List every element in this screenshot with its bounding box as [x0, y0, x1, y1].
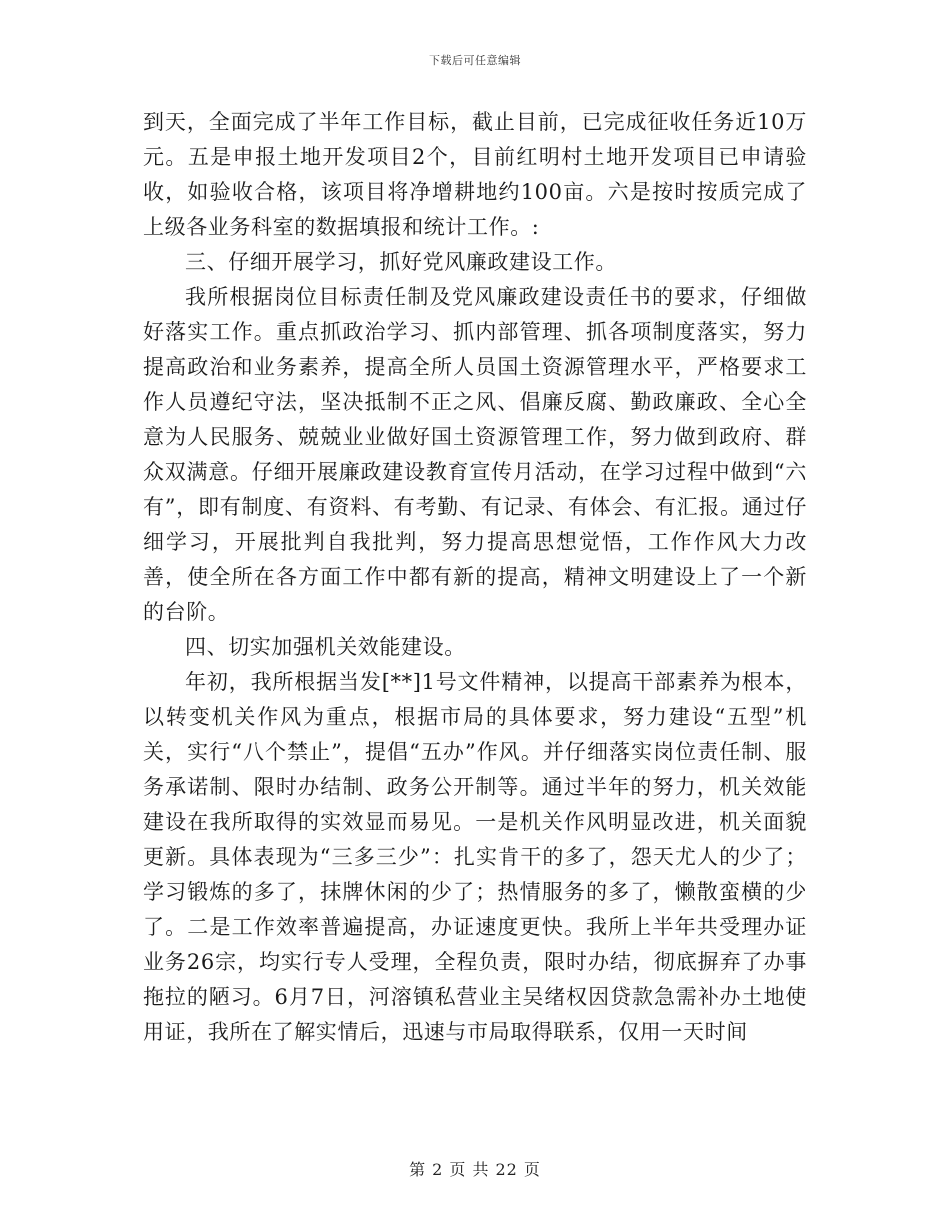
section-heading-four: 四、切实加强机关效能建设。 [185, 635, 466, 659]
document-body [143, 105, 807, 1050]
page-header-note: 下载后可任意编辑 [429, 54, 521, 67]
paragraph-efficiency: 年初，我所根据当发[**]1号文件精神，以提高干部素养为根本，以转变机关作风为重点，根据市局的具体要求，努力建设“五型”机关，实行“八个禁止”，提倡“五办”作风。并仔细落实岗位责任制、服务承诺制、限时办结制、政务公开制等。通过半年的努力，机关效能建设在我所取得的实效显而易见。一是机关作风明显改进，机关面貌更新。具体表现为“三多三少”：扎实肯干的多了，怨天尤人的少了；学习锻炼的多了，抹牌休闲的少了；热情服务的多了，懒散蛮横的少了。二是工作效率普遍提高，办证速度更快。我所上半年共受理办证业务26宗，均实行专人受理，全程负责，限时办结，彻底摒弃了办事拖拉的陋习。6月7日，河溶镇私营业主吴绪权因贷款急需补办土地使用证，我所在了解实情后，迅速与市局取得联系，仅用一天时间 [143, 670, 807, 1044]
footer-label-page: 第 [409, 1160, 427, 1179]
section-heading-three: 三、仔细开展学习，抓好党风廉政建设工作。 [185, 250, 617, 274]
footer-label-end: 页 [523, 1160, 541, 1179]
footer-total-pages: 22 [495, 1160, 518, 1179]
footer-current-page: 2 [432, 1160, 444, 1179]
footer-label-mid: 页 共 [449, 1160, 490, 1179]
paragraph-continuation: 到天，全面完成了半年工作目标，截止目前，已完成征收任务近10万元。五是申报土地开发项目2个，目前红明村土地开发项目已申请验收，如验收合格，该项目将净增耕地约100亩。六是按时按质完成了上级各业务科室的数据填报和统计工作。: [143, 110, 807, 239]
paragraph-party-conduct: 我所根据岗位目标责任制及党风廉政建设责任书的要求，仔细做好落实工作。重点抓政治学习、抓内部管理、抓各项制度落实，努力提高政治和业务素养，提高全所人员国土资源管理水平，严格要求工作人员遵纪守法，坚决抵制不正之风、倡廉反腐、勤政廉政、全心全意为人民服务、兢兢业业做好国土资源管理工作，努力做到政府、群众双满意。仔细开展廉政建设教育宣传月活动，在学习过程中做到“六有”，即有制度、有资料、有考勤、有记录、有体会、有汇报。通过仔细学习，开展批判自我批判，努力提高思想觉悟，工作作风大力改善，使全所在各方面工作中都有新的提高，精神文明建设上了一个新的台阶。 [143, 285, 807, 624]
page-number-footer [0, 1157, 950, 1180]
